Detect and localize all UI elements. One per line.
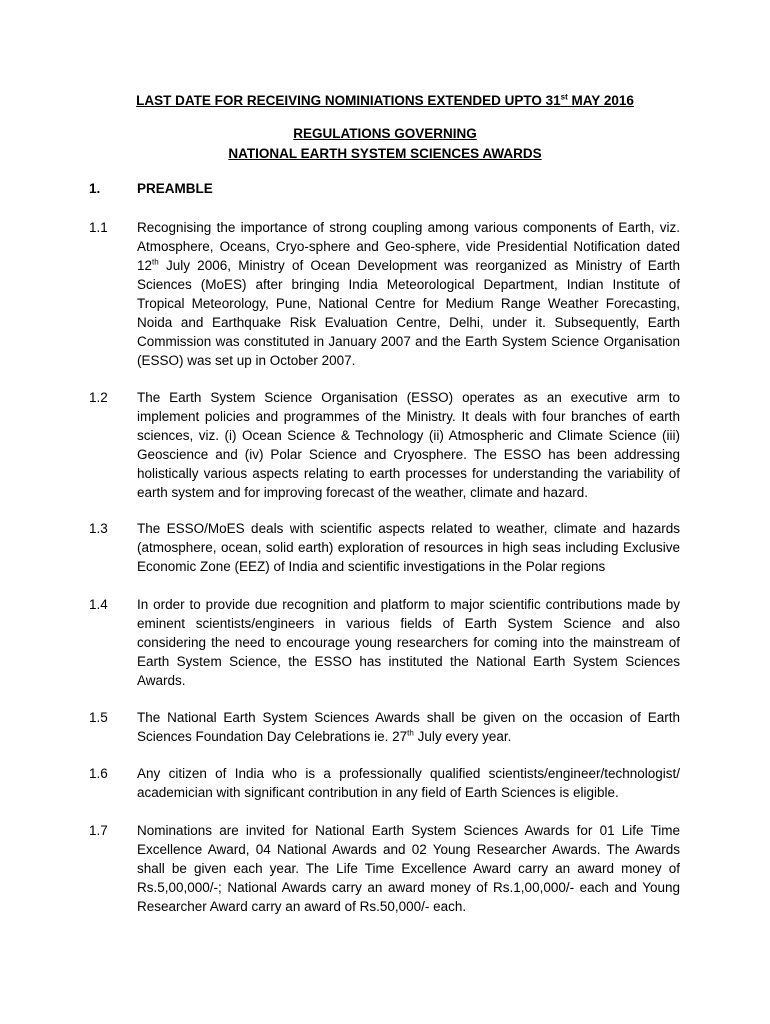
paragraph-1-5	[137, 708, 680, 746]
paragraph-1-4: In order to provide due recognition and platform to major scientific contributions made by eminent scientists/engineers in various fields of Earth System Science and also considering the need to encourage young researchers for coming into the mainstream of Earth System Science, the ESSO has instituted the National Earth System Sciences Awards.	[137, 597, 680, 688]
deadline-notice-superscript: st	[560, 92, 568, 102]
paragraph-number-1-5: 1.5	[89, 710, 108, 725]
deadline-notice-text-end: MAY 2016	[567, 93, 634, 108]
paragraph-number-1-4: 1.4	[89, 597, 108, 612]
paragraph-1-1-superscript: th	[152, 257, 159, 267]
paragraph-1-7: Nominations are invited for National Earth System Sciences Awards for 01 Life Time Excellence Award, 04 National Awards and 02 Young Researcher Awards. The Awards shall be given each year. The Life Time Excellence Award carry an award money of Rs.5,00,000/-; National Awards carry an award money of Rs.1,00,000/- each and Young Researcher Award carry an award of Rs.50,000/- each.	[137, 823, 680, 914]
paragraph-1-5-superscript: th	[407, 728, 414, 738]
document-title-line-2: NATIONAL EARTH SYSTEM SCIENCES AWARDS	[228, 146, 542, 161]
paragraph-number-1-7: 1.7	[89, 823, 108, 838]
paragraph-1-1-text: Recognising the importance of strong coupling among various components of Earth, viz. Atmosphere, Oceans, Cryo-sphere and Geo-sphere, vide Presidential Notification dated 12	[137, 220, 680, 273]
paragraph-number-1-3: 1.3	[89, 521, 108, 536]
section-heading: PREAMBLE	[137, 181, 213, 196]
paragraph-1-5-text-end: July every year.	[413, 729, 512, 744]
deadline-notice-text: LAST DATE FOR RECEIVING NOMINIATIONS EXTENDED UPTO 31	[136, 93, 561, 108]
paragraph-1-3: The ESSO/MoES deals with scientific aspects related to weather, climate and hazards (atmosphere, ocean, solid earth) exploration of resources in high seas including Exclusive Economic Zone (EEZ) of India and scientific investigations in the Polar regions	[137, 521, 680, 574]
section-number: 1.	[89, 181, 101, 196]
document-title-line-1: REGULATIONS GOVERNING	[293, 126, 477, 141]
paragraph-number-1-6: 1.6	[89, 766, 108, 781]
paragraph-number-1-2: 1.2	[89, 390, 108, 405]
paragraph-1-1	[137, 218, 680, 370]
paragraph-number-1-1: 1.1	[89, 220, 108, 235]
deadline-notice	[0, 93, 770, 108]
paragraph-1-6: Any citizen of India who is a professionally qualified scientists/engineer/technologist/ academician with significant contribution in any field of Earth Sciences is eligible.	[137, 766, 680, 800]
paragraph-1-2: The Earth System Science Organisation (ESSO) operates as an executive arm to implement policies and programmes of the Ministry. It deals with four branches of earth sciences, viz. (i) Ocean Science & Technology (ii) Atmospheric and Climate Science (iii) Geoscience and (iv) Polar Science and Cryosphere. The ESSO has been addressing holistically various aspects relating to earth processes for understanding the variability of earth system and for improving forecast of the weather, climate and hazard.	[137, 390, 680, 500]
paragraph-1-1-text-end: July 2006, Ministry of Ocean Development was reorganized as Ministry of Earth Sciences (MoES) after bringing India Meteorological Department, Indian Institute of Tropical Meteorology, Pune, National Centre for Medium Range Weather Forecasting, Noida and Earthquake Risk Evaluation Centre, Delhi, under it. Subsequently, Earth Commission was constituted in January 2007 and the Earth System Science Organisation (ESSO) was set up in October 2007.	[137, 258, 680, 368]
paragraph-1-5-text: The National Earth System Sciences Awards shall be given on the occasion of Earth Sciences Foundation Day Celebrations ie. 27	[137, 710, 680, 744]
